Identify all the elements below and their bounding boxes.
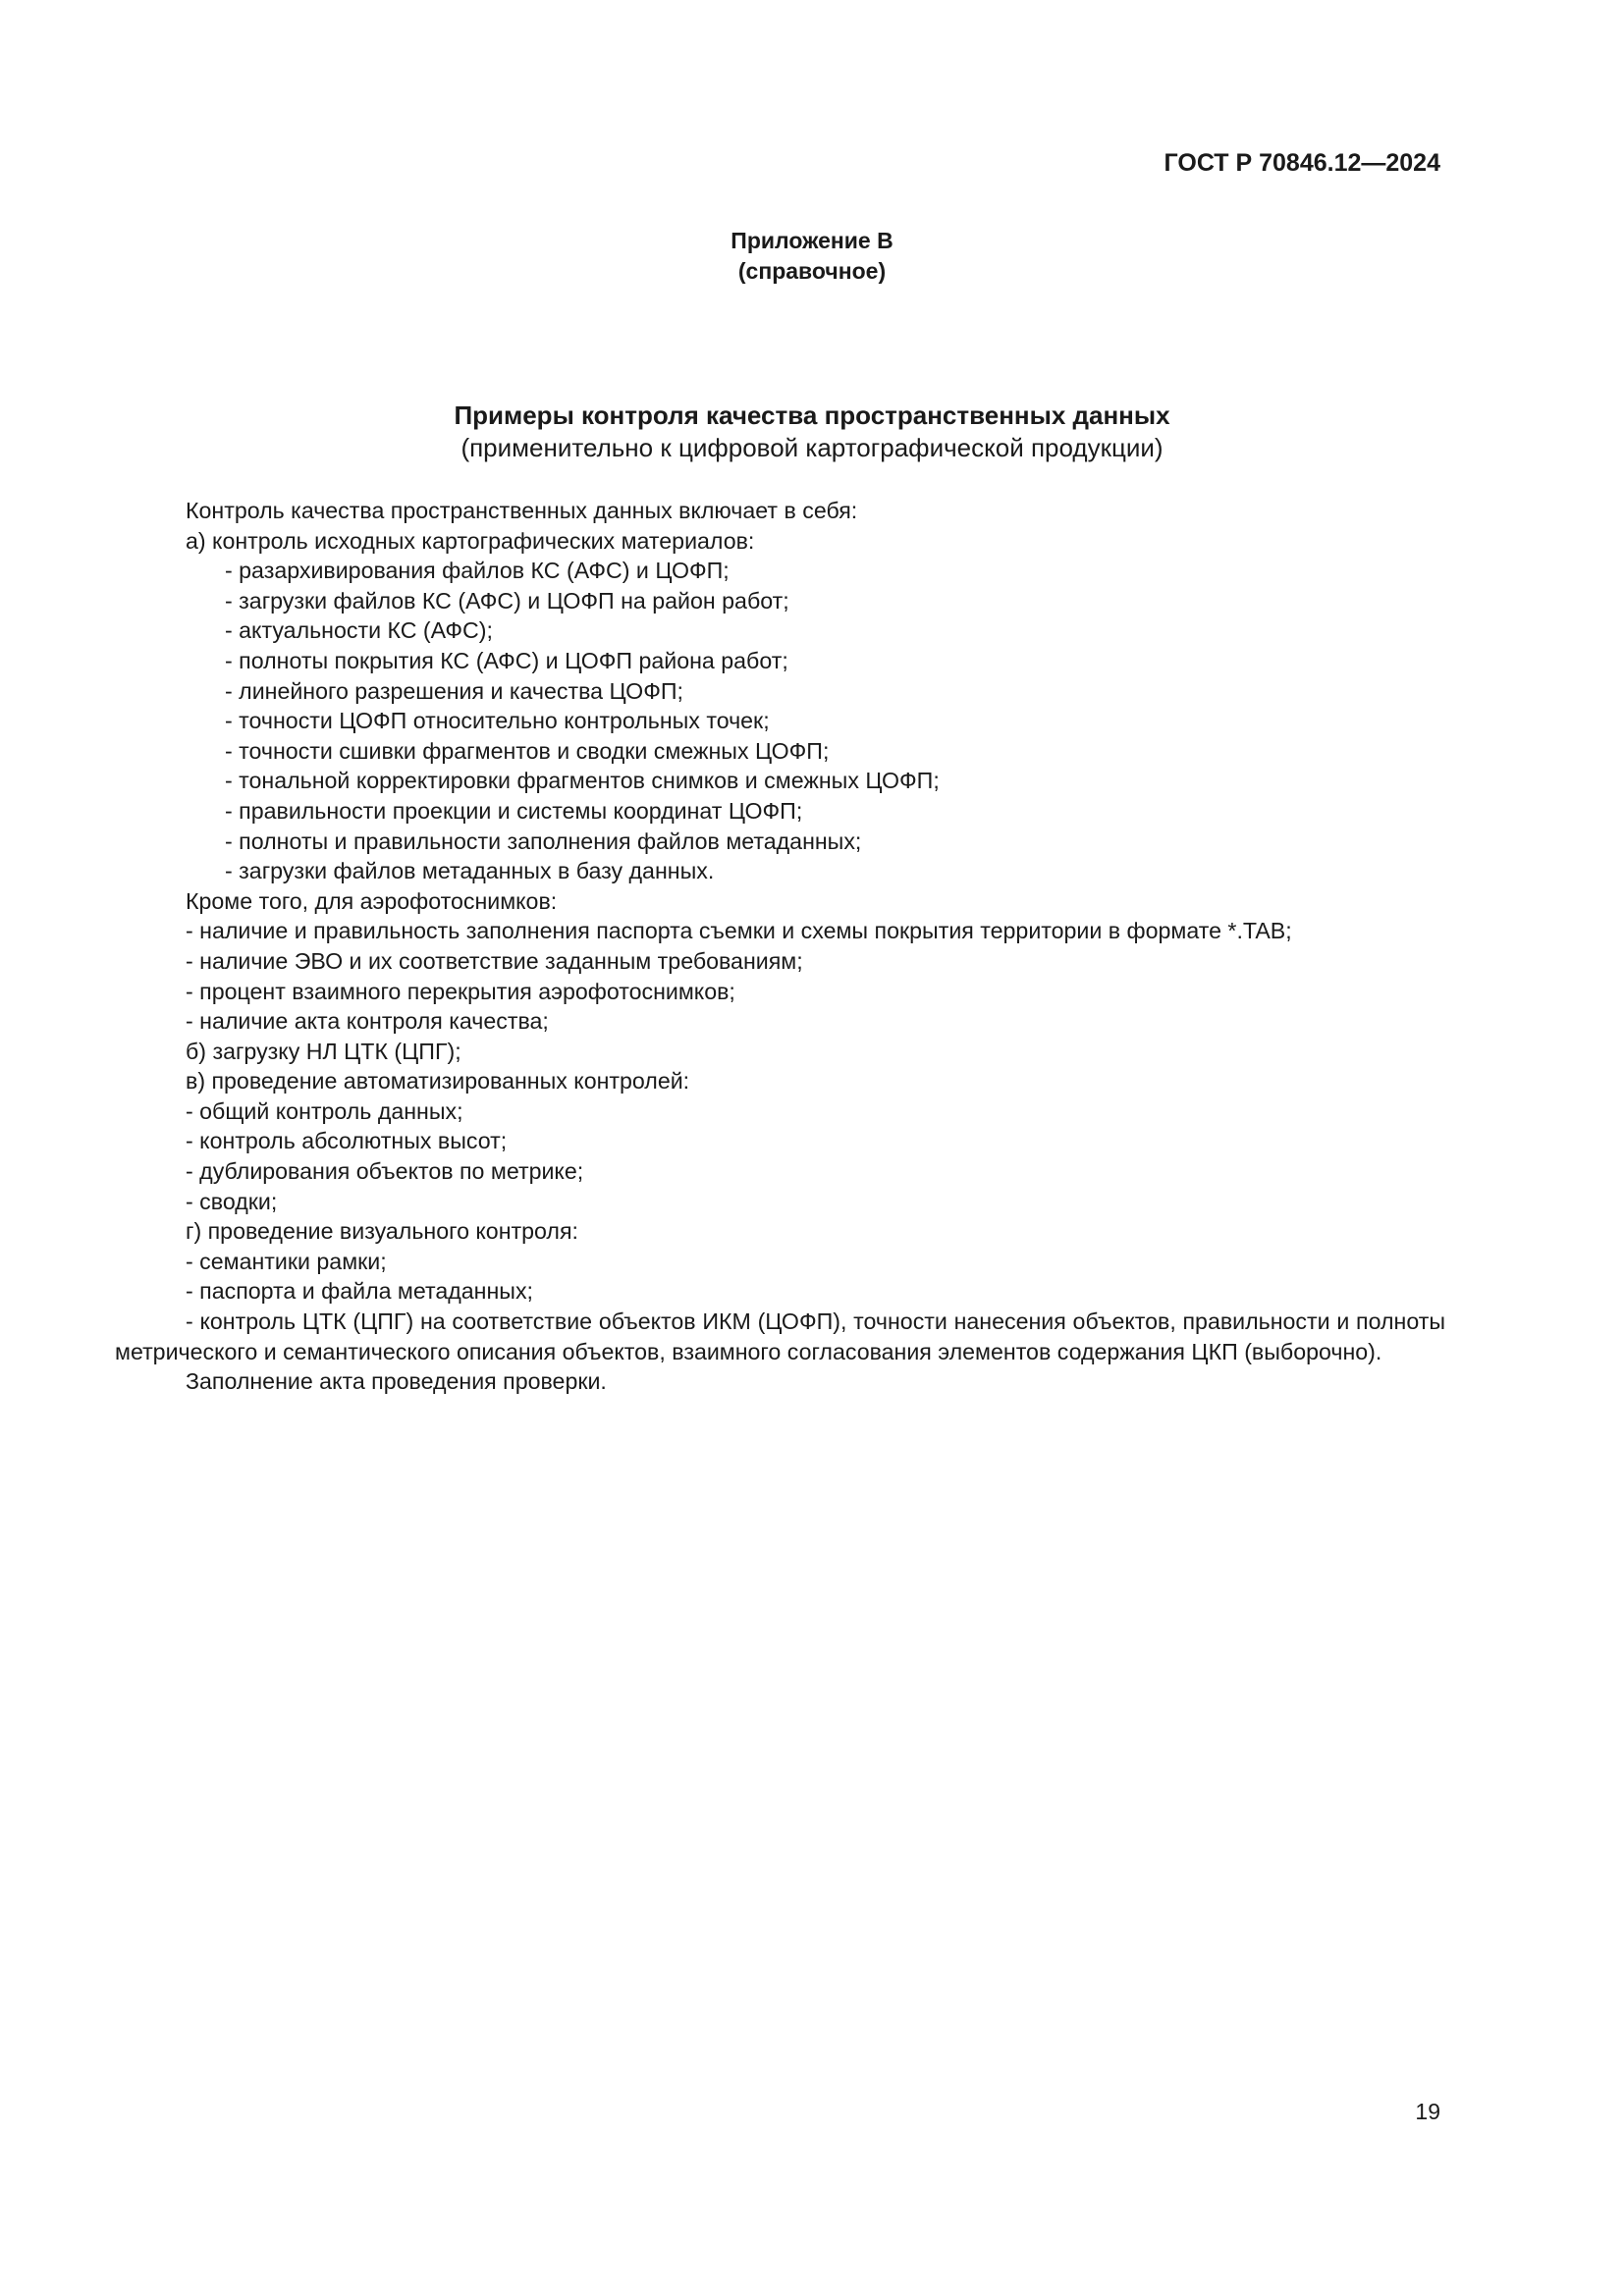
list-item-a: - точности сшивки фрагментов и сводки смежных ЦОФП; <box>225 737 830 764</box>
section-title-main: Примеры контроля качества пространственных данных <box>454 400 1170 430</box>
list-item-v: - общий контроль данных; <box>186 1097 463 1124</box>
list-item-aero: - наличие и правильность заполнения паспорта съемки и схемы покрытия территории в формате *.TAB; <box>186 918 1292 944</box>
section-title <box>0 400 1624 464</box>
list-item-aero: - наличие акта контроля качества; <box>186 1008 549 1035</box>
list-item-a: - полноты и правильности заполнения файлов метаданных; <box>225 828 862 854</box>
list-heading-g: г) проведение визуального контроля: <box>186 1218 578 1245</box>
list-heading-b: б) загрузку НЛ ЦТК (ЦПГ); <box>186 1038 461 1064</box>
list-item-aero: - наличие ЭВО и их соответствие заданным требованиям; <box>186 947 803 974</box>
list-item-v: - дублирования объектов по метрике; <box>186 1158 584 1185</box>
annex-title: Приложение В <box>731 228 893 253</box>
list-item-a: - полноты покрытия КС (АФС) и ЦОФП района работ; <box>225 647 788 673</box>
list-item-a: - актуальности КС (АФС); <box>225 617 493 644</box>
list-item-a: - точности ЦОФП относительно контрольных точек; <box>225 708 770 734</box>
annex-kind: (справочное) <box>737 258 887 284</box>
list-heading-a: а) контроль исходных картографических материалов: <box>186 527 755 554</box>
list-item-a: - загрузки файлов КС (АФС) и ЦОФП на район работ; <box>225 587 789 614</box>
aero-heading: Кроме того, для аэрофотоснимков: <box>186 887 558 914</box>
list-item-v: - контроль абсолютных высот; <box>186 1128 508 1154</box>
document-code: ГОСТ Р 70846.12—2024 <box>1164 149 1440 177</box>
section-title-sub: (применительно к цифровой картографической продукции) <box>460 433 1164 462</box>
intro-line: Контроль качества пространственных данных включает в себя: <box>186 498 858 523</box>
list-item-aero: - процент взаимного перекрытия аэрофотоснимков; <box>186 978 735 1004</box>
list-item-a: - правильности проекции и системы координат ЦОФП; <box>225 797 803 824</box>
list-item-a: - разархивирования файлов КС (АФС) и ЦОФП; <box>225 558 730 584</box>
list-item-g: - семантики рамки; <box>186 1248 387 1274</box>
list-item-a: - загрузки файлов метаданных в базу данных. <box>225 858 715 884</box>
list-item-a: - линейного разрешения и качества ЦОФП; <box>225 677 683 704</box>
list-item-g-long: - контроль ЦТК (ЦПГ) на соответствие объектов ИКМ (ЦОФП), точности нанесения объектов, правильности и полноты метрического и семантического описания объектов, взаимного согласования элементов содержания ЦКП (выборочно). <box>115 1308 1445 1364</box>
list-item-v: - сводки; <box>186 1188 278 1214</box>
list-item-g: - паспорта и файла метаданных; <box>186 1278 533 1305</box>
page-number: 19 <box>1415 2099 1440 2124</box>
document-body <box>115 496 1445 1397</box>
list-item-a: - тональной корректировки фрагментов снимков и смежных ЦОФП; <box>225 768 940 794</box>
closing-line: Заполнение акта проведения проверки. <box>186 1368 607 1395</box>
annex-heading <box>0 226 1624 287</box>
list-heading-v: в) проведение автоматизированных контролей: <box>186 1068 690 1095</box>
